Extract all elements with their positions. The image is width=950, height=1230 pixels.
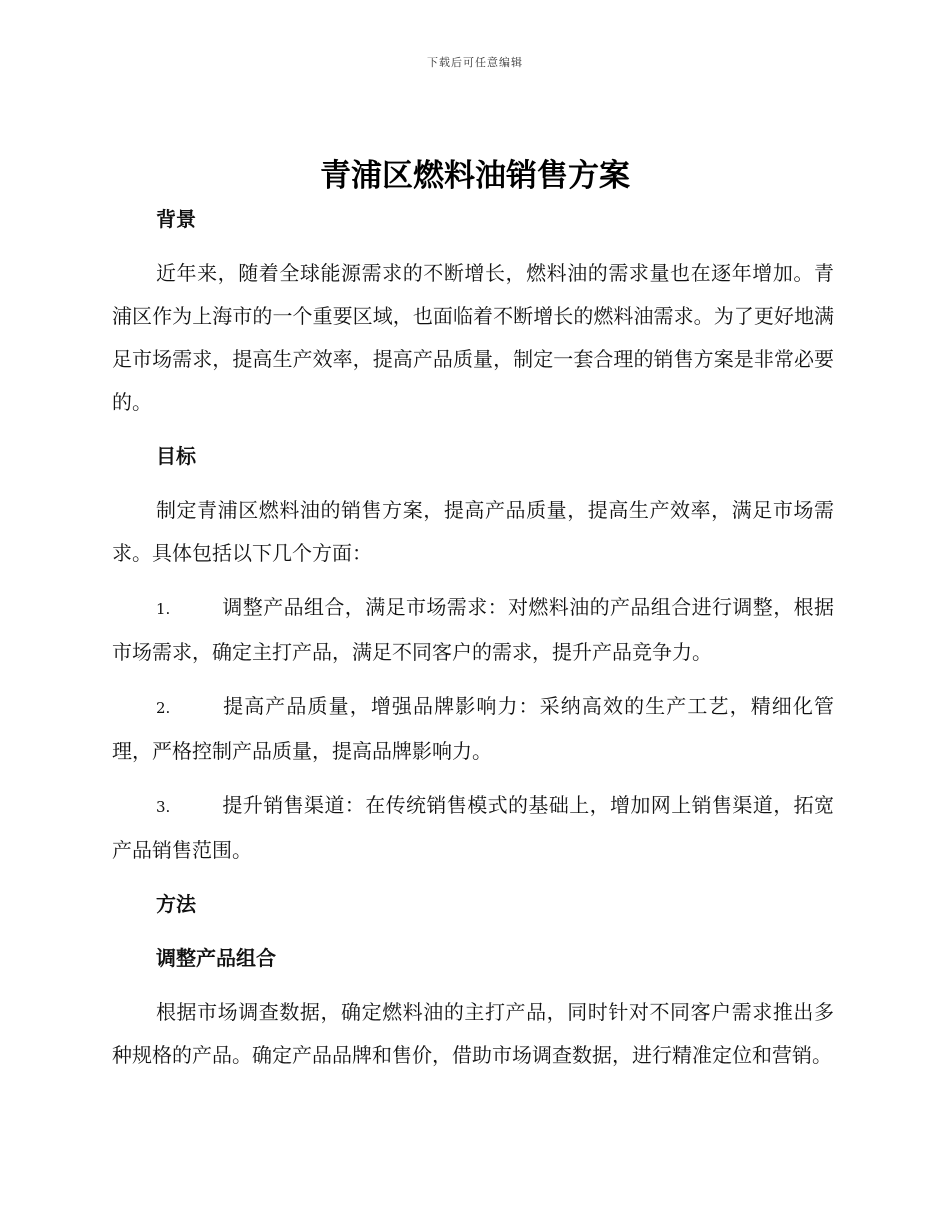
document-body (112, 198, 834, 1088)
goal-paragraph: 制定青浦区燃料油的销售方案，提高产品质量，提高生产效率，满足市场需求。具体包括以下几个方面： (112, 498, 834, 565)
list-item-number: 1. (156, 600, 171, 618)
list-item-text: 提高产品质量，增强品牌影响力：采纳高效的生产工艺，精细化管理，严格控制产品质量，提高品牌影响力。 (112, 694, 834, 763)
method-paragraph: 根据市场调查数据，确定燃料油的主打产品，同时针对不同客户需求推出多种规格的产品。确定产品品牌和售价，借助市场调查数据，进行精准定位和营销。 (112, 1000, 834, 1067)
goal-list-item (112, 685, 834, 773)
document-title: 青浦区燃料油销售方案 (320, 158, 630, 194)
list-item-text: 提升销售渠道：在传统销售模式的基础上，增加网上销售渠道，拓宽产品销售范围。 (112, 793, 834, 862)
section-heading-method: 方法 (156, 892, 196, 916)
goal-list-item (112, 784, 834, 872)
subsection-heading-product-mix: 调整产品组合 (156, 946, 276, 970)
page-header-note: 下载后可任意编辑 (427, 56, 523, 69)
section-heading-goal: 目标 (156, 444, 196, 468)
list-item-number: 3. (156, 798, 171, 816)
background-paragraph: 近年来，随着全球能源需求的不断增长，燃料油的需求量也在逐年增加。青浦区作为上海市的一个重要区域，也面临着不断增长的燃料油需求。为了更好地满足市场需求，提高生产效率，提高产品质量，制定一套合理的销售方案是非常必要的。 (112, 261, 834, 414)
list-item-number: 2. (156, 699, 171, 717)
list-item-text: 调整产品组合，满足市场需求：对燃料油的产品组合进行调整，根据市场需求，确定主打产品，满足不同客户的需求，提升产品竞争力。 (112, 595, 834, 664)
section-heading-background: 背景 (156, 207, 196, 231)
goal-list-item (112, 586, 834, 674)
